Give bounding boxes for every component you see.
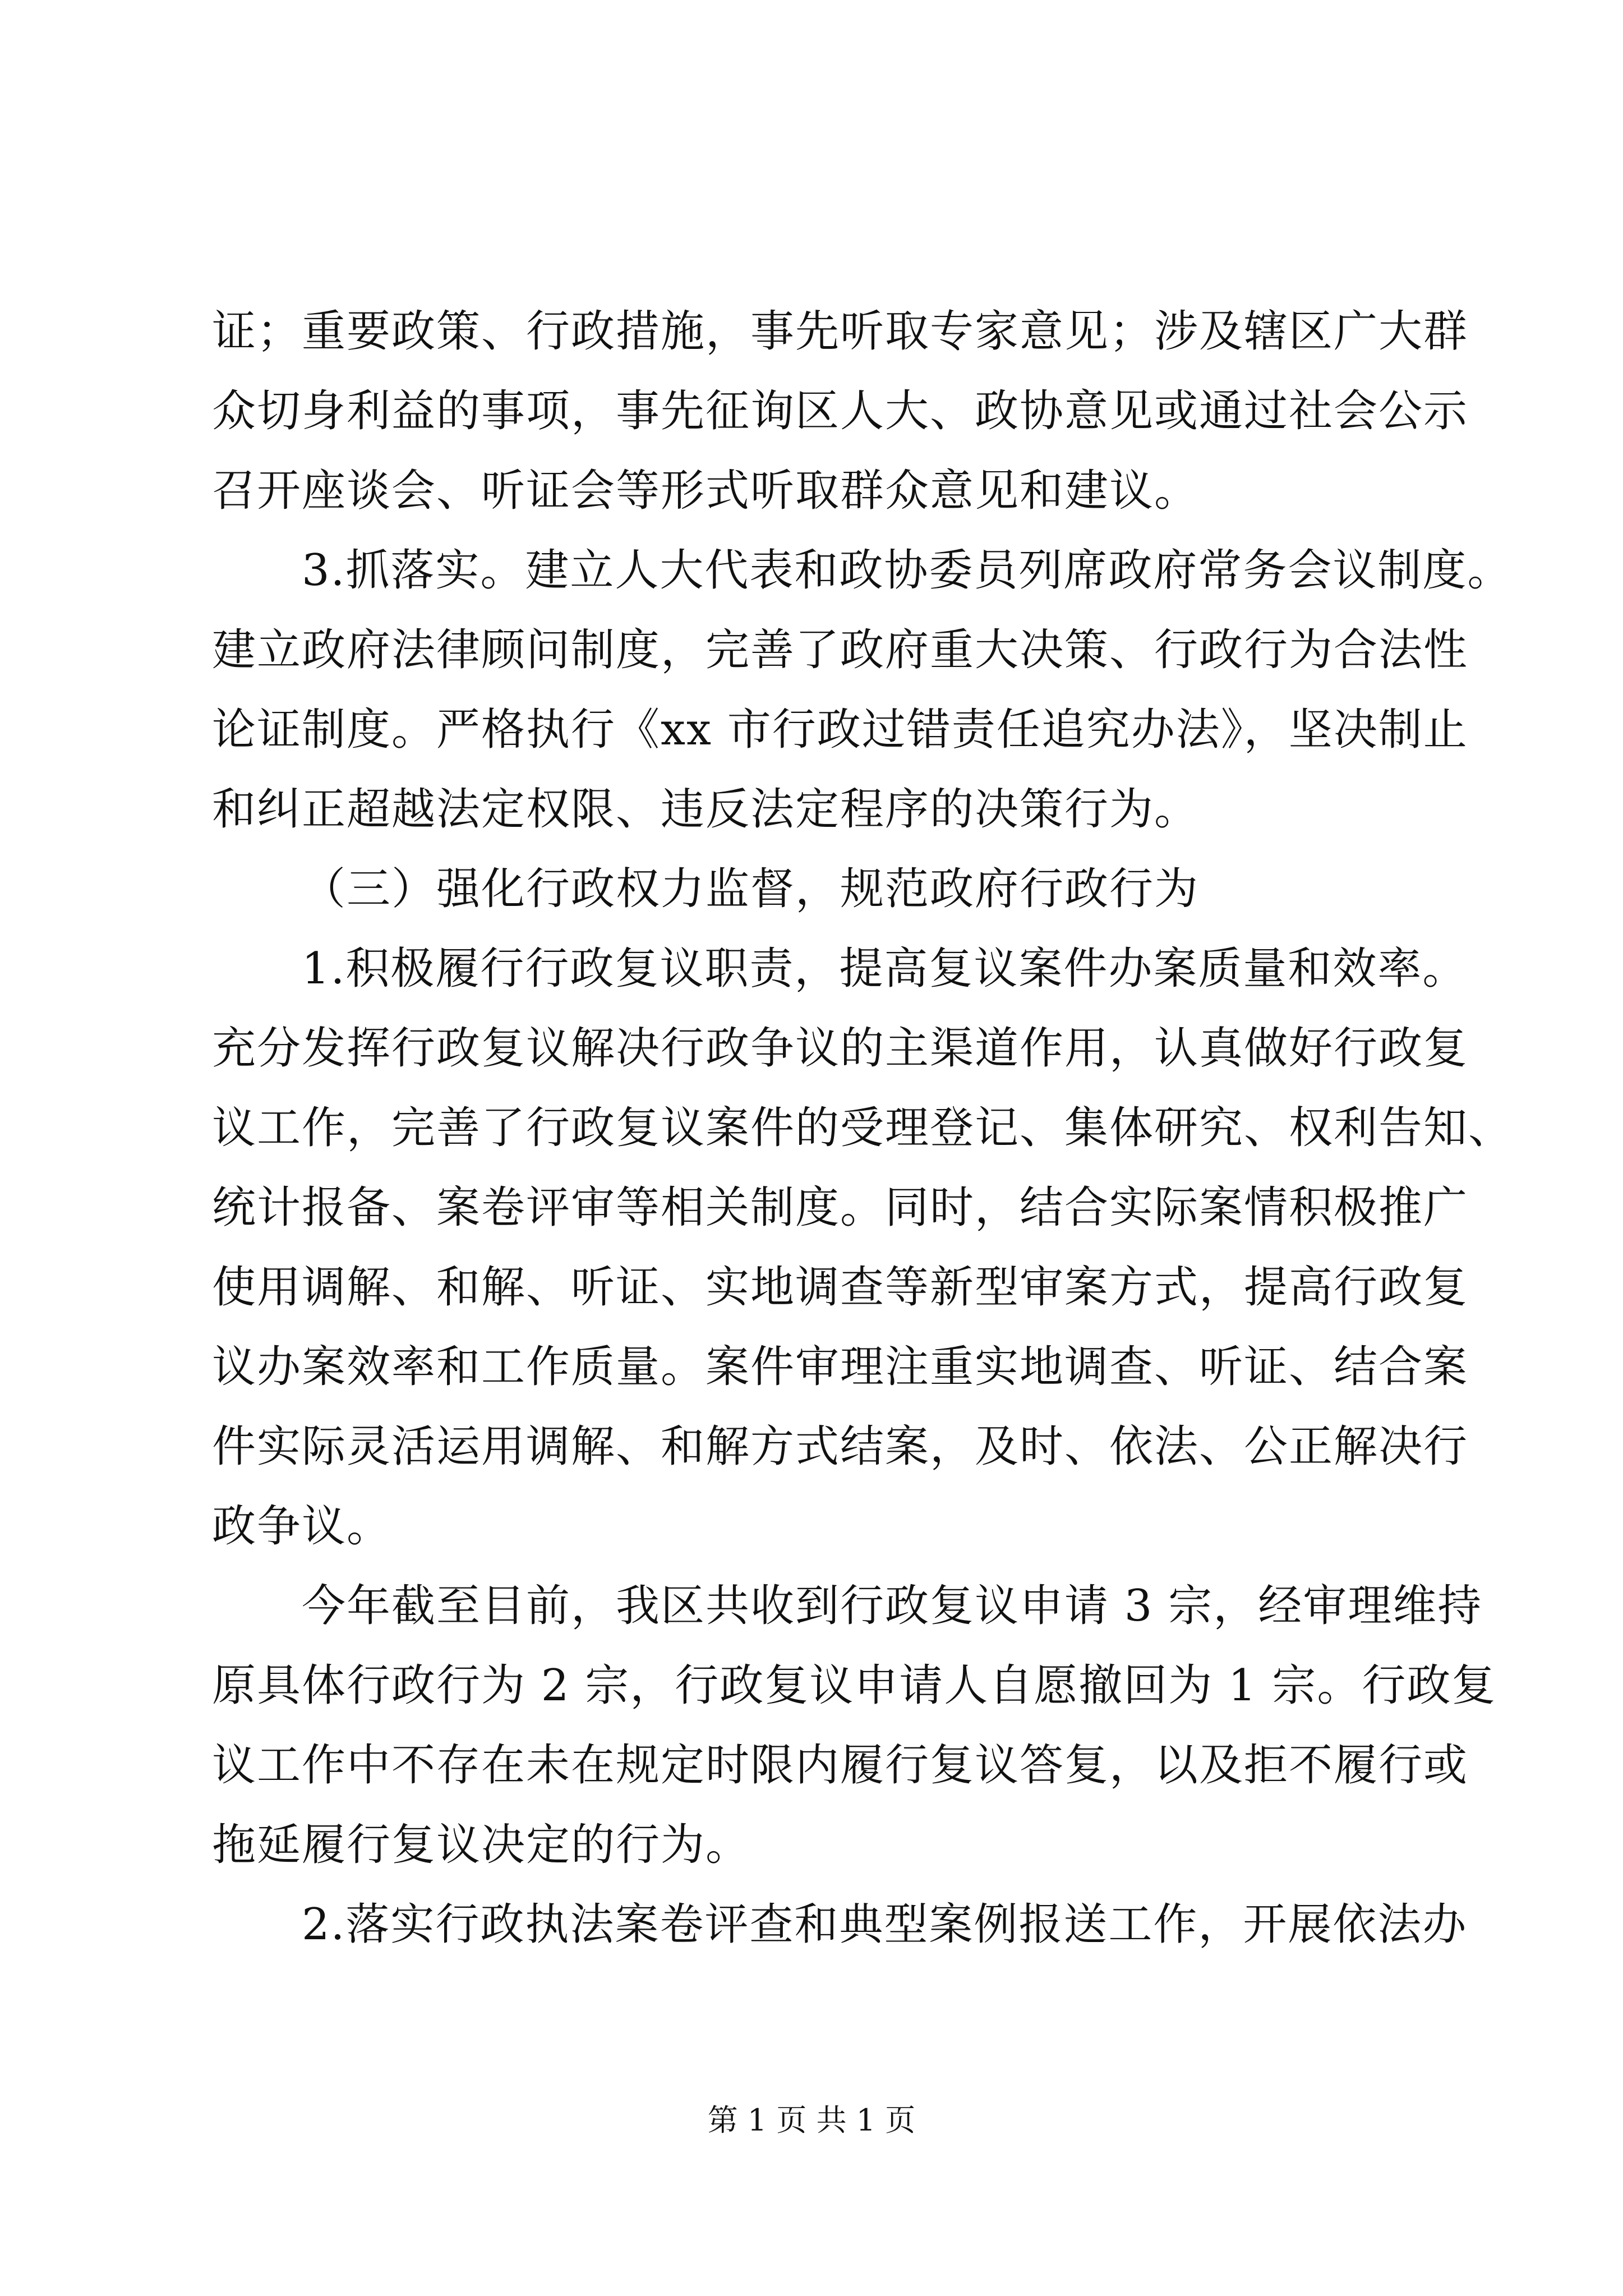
text-line: 议工作，完善了行政复议案件的受理登记、集体研究、权利告知、 — [212, 1103, 1514, 1153]
text-line: 统计报备、案卷评审等相关制度。同时，结合实际案情积极推广 — [212, 1182, 1469, 1233]
text-line: 今年截至目前，我区共收到行政复议申请 3 宗，经审理维持 — [302, 1581, 1483, 1631]
section-heading: （三）强化行政权力监督，规范政府行政行为 — [302, 864, 1200, 914]
text-line: 建立政府法律顾问制度，完善了政府重大决策、行政行为合法性 — [212, 625, 1469, 675]
text-line: 原具体行政行为 2 宗，行政复议申请人自愿撤回为 1 宗。行政复 — [212, 1660, 1497, 1711]
text-line: 使用调解、和解、听证、实地调查等新型审案方式，提高行政复 — [212, 1262, 1469, 1313]
text-line: 议办案效率和工作质量。案件审理注重实地调查、听证、结合案 — [212, 1342, 1469, 1392]
text-line: 众切身利益的事项，事先征询区人大、政协意见或通过社会公示 — [212, 386, 1469, 436]
text-line: 证；重要政策、行政措施，事先听取专家意见；涉及辖区广大群 — [212, 306, 1469, 357]
page-footer: 第 1 页 共 1 页 — [707, 2102, 916, 2138]
text-line: 件实际灵活运用调解、和解方式结案，及时、依法、公正解决行 — [212, 1421, 1469, 1472]
text-line: 议工作中不存在未在规定时限内履行复议答复，以及拒不履行或 — [212, 1740, 1469, 1791]
text-line: 政争议。 — [212, 1501, 392, 1552]
text-line: 论证制度。严格执行《xx 市行政过错责任追究办法》，坚决制止 — [212, 705, 1468, 755]
text-line: 充分发挥行政复议解决行政争议的主渠道作用，认真做好行政复 — [212, 1023, 1469, 1074]
text-line: 拖延履行复议决定的行为。 — [212, 1820, 751, 1870]
text-line: 2.落实行政执法案卷评查和典型案例报送工作，开展依法办 — [302, 1899, 1468, 1950]
text-line: 1.积极履行行政复议职责，提高复议案件办案质量和效率。 — [302, 944, 1468, 994]
text-line: 召开座谈会、听证会等形式听取群众意见和建议。 — [212, 466, 1200, 516]
document-body — [212, 292, 1514, 1964]
text-line: 和纠正超越法定权限、违反法定程序的决策行为。 — [212, 784, 1200, 835]
text-line: 3.抓落实。建立人大代表和政协委员列席政府常务会议制度。 — [302, 545, 1513, 596]
